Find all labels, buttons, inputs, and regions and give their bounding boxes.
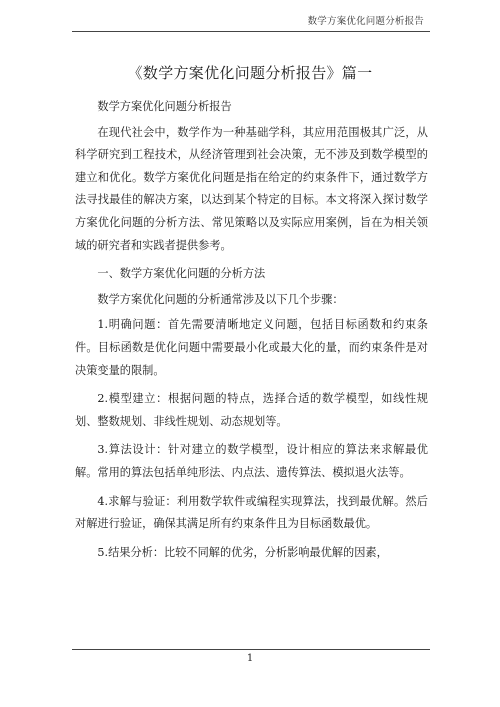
step-5-paragraph: 5.结果分析：比较不同解的优劣，分析影响最优解的因素， (97, 545, 388, 559)
running-header: 数学方案优化问题分析报告 (307, 16, 424, 27)
document-body (75, 96, 428, 570)
page-number: 1 (246, 653, 254, 664)
document-title: 《数学方案优化问题分析报告》篇一 (127, 64, 373, 82)
intro-paragraph: 在现代社会中，数学作为一种基础学科，其应用范围极其广泛，从科学研究到工程技术，从经济管理到社会决策，无不涉及到数学模型的建立和优化。数学方案优化问题是指在给定的约束条件下，通过数学方法寻找最佳的解决方案，以达到某个特定的目标。本文将深入探讨数学方案优化问题的分析方法、常见策略以及实际应用案例，旨在为相关领域的研究者和实践者提供参考。 (75, 125, 428, 252)
steps-intro: 数学方案优化问题的分析通常涉及以下几个步骤： (97, 292, 344, 306)
step-4-paragraph: 4.求解与验证：利用数学软件或编程实现算法，找到最优解。然后对解进行验证，确保其满足所有约束条件且为目标函数最优。 (75, 494, 428, 531)
header-divider (72, 31, 430, 32)
report-subtitle: 数学方案优化问题分析报告 (97, 100, 232, 113)
footer-divider (72, 649, 430, 650)
step-2-paragraph: 2.模型建立：根据问题的特点，选择合适的数学模型，如线性规划、整数规划、非线性规划、动态规划等。 (75, 392, 428, 428)
step-1-paragraph: 1.明确问题：首先需要清晰地定义问题，包括目标函数和约束条件。目标函数是优化问题中需要最小化或最大化的量，而约束条件是对决策变量的限制。 (75, 318, 428, 377)
section-heading: 一、数学方案优化问题的分析方法 (97, 267, 266, 281)
step-3-paragraph: 3.算法设计：针对建立的数学模型，设计相应的算法来求解最优解。常用的算法包括单纯形法、内点法、遗传算法、模拟退火法等。 (75, 443, 428, 479)
